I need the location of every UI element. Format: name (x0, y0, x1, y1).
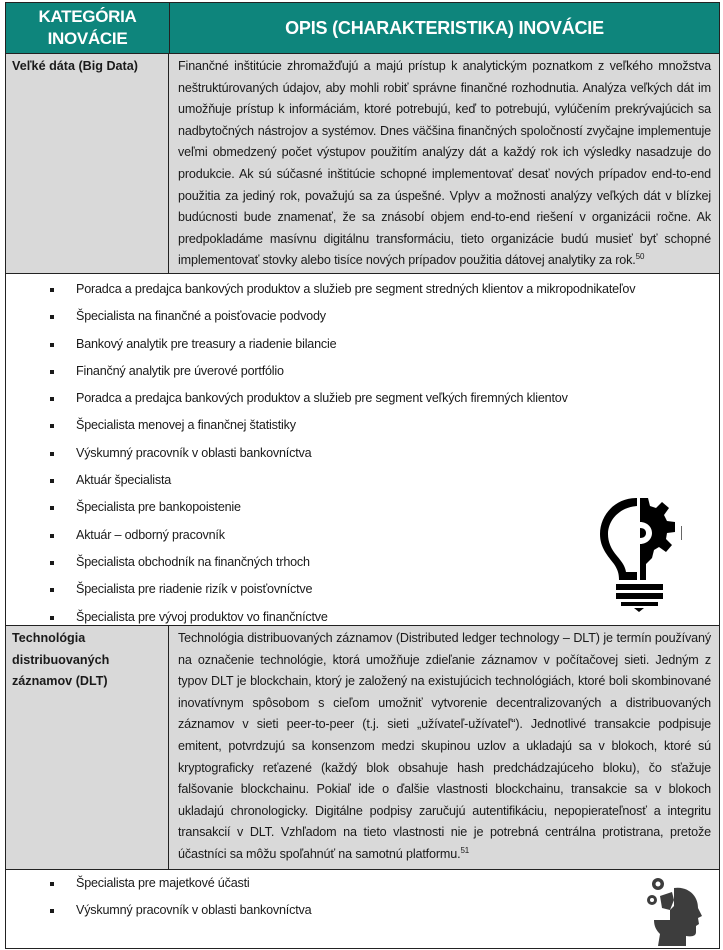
jobs-list-dlt (6, 869, 719, 948)
jobs-list-big-data (6, 273, 719, 625)
bullet-icon (50, 534, 54, 538)
job-label: Poradca a predajca bankových produktov a služieb pre segment veľkých firemných klientov (76, 391, 568, 406)
list-item (6, 412, 719, 439)
innovation-table (5, 2, 720, 949)
job-label: Aktuár – odborný pracovník (76, 527, 225, 542)
description-text: Technológia distribuovaných záznamov (Distributed ledger technology – DLT) je termín používaný na označenie technológie, ktorá umožňuje zdieľanie záznamov v počítačovej sieti. Jedným z typov DLT je blockchain, ktorý je založený na existujúcich technológiách, ktoré boli skombinované inovatívnym spôsobom s cieľom umožniť vytvorenie decentralizovaných a distribuovaných záznamov v sieti peer-to-peer (t.j. sieti „užívateľ-užívateľ“). Jednotlivé transakcie podpisuje emitent, potvrdzujú sa konsenzom medzi skupinou uzlov a ukladajú sa v blokoch, ktoré sú kryptograficky reťazené (každý blok obsahuje hash predchádzajúceho bloku), čo sťažuje falšovanie blockchainu. Pokiaľ ide o ďalšie vlastnosti blockchainu, transakcie sa v blokoch ukladajú chronologicky. Digitálne podpisy zaručujú autentifikáciu, nepopierateľnosť a integritu transakcií v DLT. Vzhľadom na tieto vlastnosti nie je potrebná centrálna protistrana, pretože účastníci sa môžu spoľahnúť na samotnú platformu. (178, 631, 711, 861)
table-header (6, 3, 719, 53)
description-cell (169, 626, 719, 869)
header-category (6, 3, 170, 53)
job-label: Aktuár špecialista (76, 473, 172, 488)
table-row-big-data (6, 53, 719, 273)
bullet-icon (50, 288, 54, 292)
job-label: Špecialista obchodník na finančných trhoch (76, 554, 310, 569)
bullet-icon (50, 561, 54, 565)
head-gears-icon (646, 876, 704, 948)
bullet-icon (50, 424, 54, 428)
list-item (6, 870, 719, 897)
bullet-icon (50, 452, 54, 456)
bullet-icon (50, 506, 54, 510)
bullet-icon (50, 370, 54, 374)
list-item (6, 303, 719, 330)
list-item (6, 331, 719, 358)
job-label: Finančný analytik pre úverové portfólio (76, 363, 284, 378)
bullet-icon (50, 315, 54, 319)
list-item (6, 276, 719, 303)
job-label: Poradca a predajca bankových produktov a služieb pre segment stredných klientov a mikropodnikateľov (76, 282, 636, 296)
category-cell: Veľké dáta (Big Data) (6, 54, 169, 273)
list-item (6, 385, 719, 412)
description-text: Finančné inštitúcie zhromažďujú a majú prístup k analytickým poznatkom z veľkého množstva neštruktúrovaných údajov, aby mohli robiť správne finančné rozhodnutia. Analýza veľkých dát im umožňuje prístup k informáciám, ktoré potrebujú, keď to potrebujú, vylúčením prekrývajúcich sa nadbytočných nástrojov a systémov. Dnes väčšina finančných spoločností zvyčajne implementuje veľmi obmedzený počet výstupov použitím analýzy dát a každý rok ich výsledky nasadzuje do produkcie. Ak sú súčasné inštitúcie schopné implementovať desať nových prípadov end-to-end použitia za jediný rok, považujú sa za úspešné. Vplyv a možnosti analýzy veľkých dát v blízkej budúcnosti bude znamenať, že sa znásobí objem end-to-end riešení v organizácii ročne. Ak predpokladáme masívnu digitálnu transformáciu, tieto organizácie budú musieť byť schopné implementovať stovky alebo tisíce nových prípadov použitia dátovej analytiky za rok. (178, 59, 711, 268)
footnote-ref: 51 (460, 845, 470, 855)
bullet-icon (50, 616, 54, 620)
job-label: Špecialista pre vývoj produktov vo finančníctve (76, 609, 328, 624)
bullet-icon (50, 588, 54, 592)
job-label: Špecialista pre riadenie rizík v poisťovníctve (76, 582, 313, 597)
bullet-icon (50, 479, 54, 483)
footnote-ref: 50 (635, 252, 645, 262)
list-item (6, 358, 719, 385)
job-label: Bankový analytik pre treasury a riadenie bilancie (76, 336, 337, 351)
bullet-icon (50, 882, 54, 886)
job-label: Špecialista pre bankopoistenie (76, 500, 241, 515)
list-item (6, 440, 719, 467)
job-label: Špecialista menovej a finančnej štatistiky (76, 418, 296, 433)
job-label: Špecialista pre majetkové účasti (76, 876, 250, 890)
description-cell (169, 54, 719, 273)
bullet-icon (50, 909, 54, 913)
list-item (6, 467, 719, 494)
header-category-line2: INOVÁCIE (47, 29, 128, 48)
job-label: Výskumný pracovník v oblasti bankovníctva (76, 903, 312, 918)
bullet-icon (50, 343, 54, 347)
table-row-dlt (6, 625, 719, 869)
header-description: OPIS (CHARAKTERISTIKA) INOVÁCIE (285, 17, 604, 38)
list-item (6, 897, 719, 924)
job-label: Špecialista na finančné a poisťovacie podvody (76, 309, 326, 324)
lightbulb-gear-icon (594, 492, 684, 612)
header-category-line1: KATEGÓRIA (38, 7, 137, 26)
category-cell: Technológia distribuovaných záznamov (DLT) (6, 626, 169, 869)
bullet-icon (50, 397, 54, 401)
job-label: Výskumný pracovník v oblasti bankovníctva (76, 445, 312, 460)
